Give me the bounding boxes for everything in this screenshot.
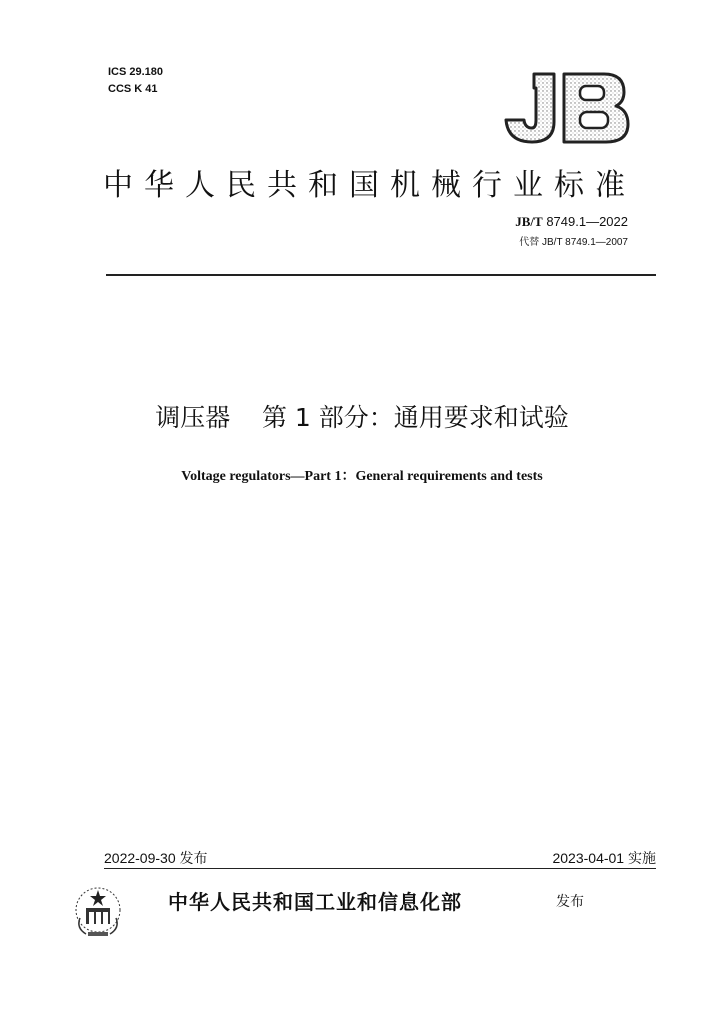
replaces-standard: 代替 JB/T 8749.1—2007 — [519, 237, 628, 248]
jb-logo — [494, 70, 634, 146]
document-title-chinese: 调压器 第 1 部分：通用要求和试验 — [155, 403, 569, 432]
footer-divider — [104, 868, 656, 869]
header-divider — [106, 274, 656, 276]
ministry-seal-icon — [72, 884, 124, 940]
ccs-code: CCS K 41 — [108, 83, 158, 95]
publish-date: 2022-09-30 发布 — [104, 850, 208, 866]
industry-standard-title: 中华人民共和国机械行业标准 — [103, 168, 636, 203]
publisher-suffix: 发布 — [556, 894, 584, 910]
standard-prefix: JB/T — [515, 214, 543, 229]
standard-number — [515, 214, 628, 230]
ics-code: ICS 29.180 — [108, 66, 164, 78]
standard-code: 8749.1—2022 — [542, 214, 628, 229]
publisher-name: 中华人民共和国工业和信息化部 — [168, 890, 462, 914]
implement-date: 2023-04-01 实施 — [552, 850, 656, 866]
document-title-english: Voltage regulators—Part 1：General requirements and tests — [181, 469, 543, 484]
